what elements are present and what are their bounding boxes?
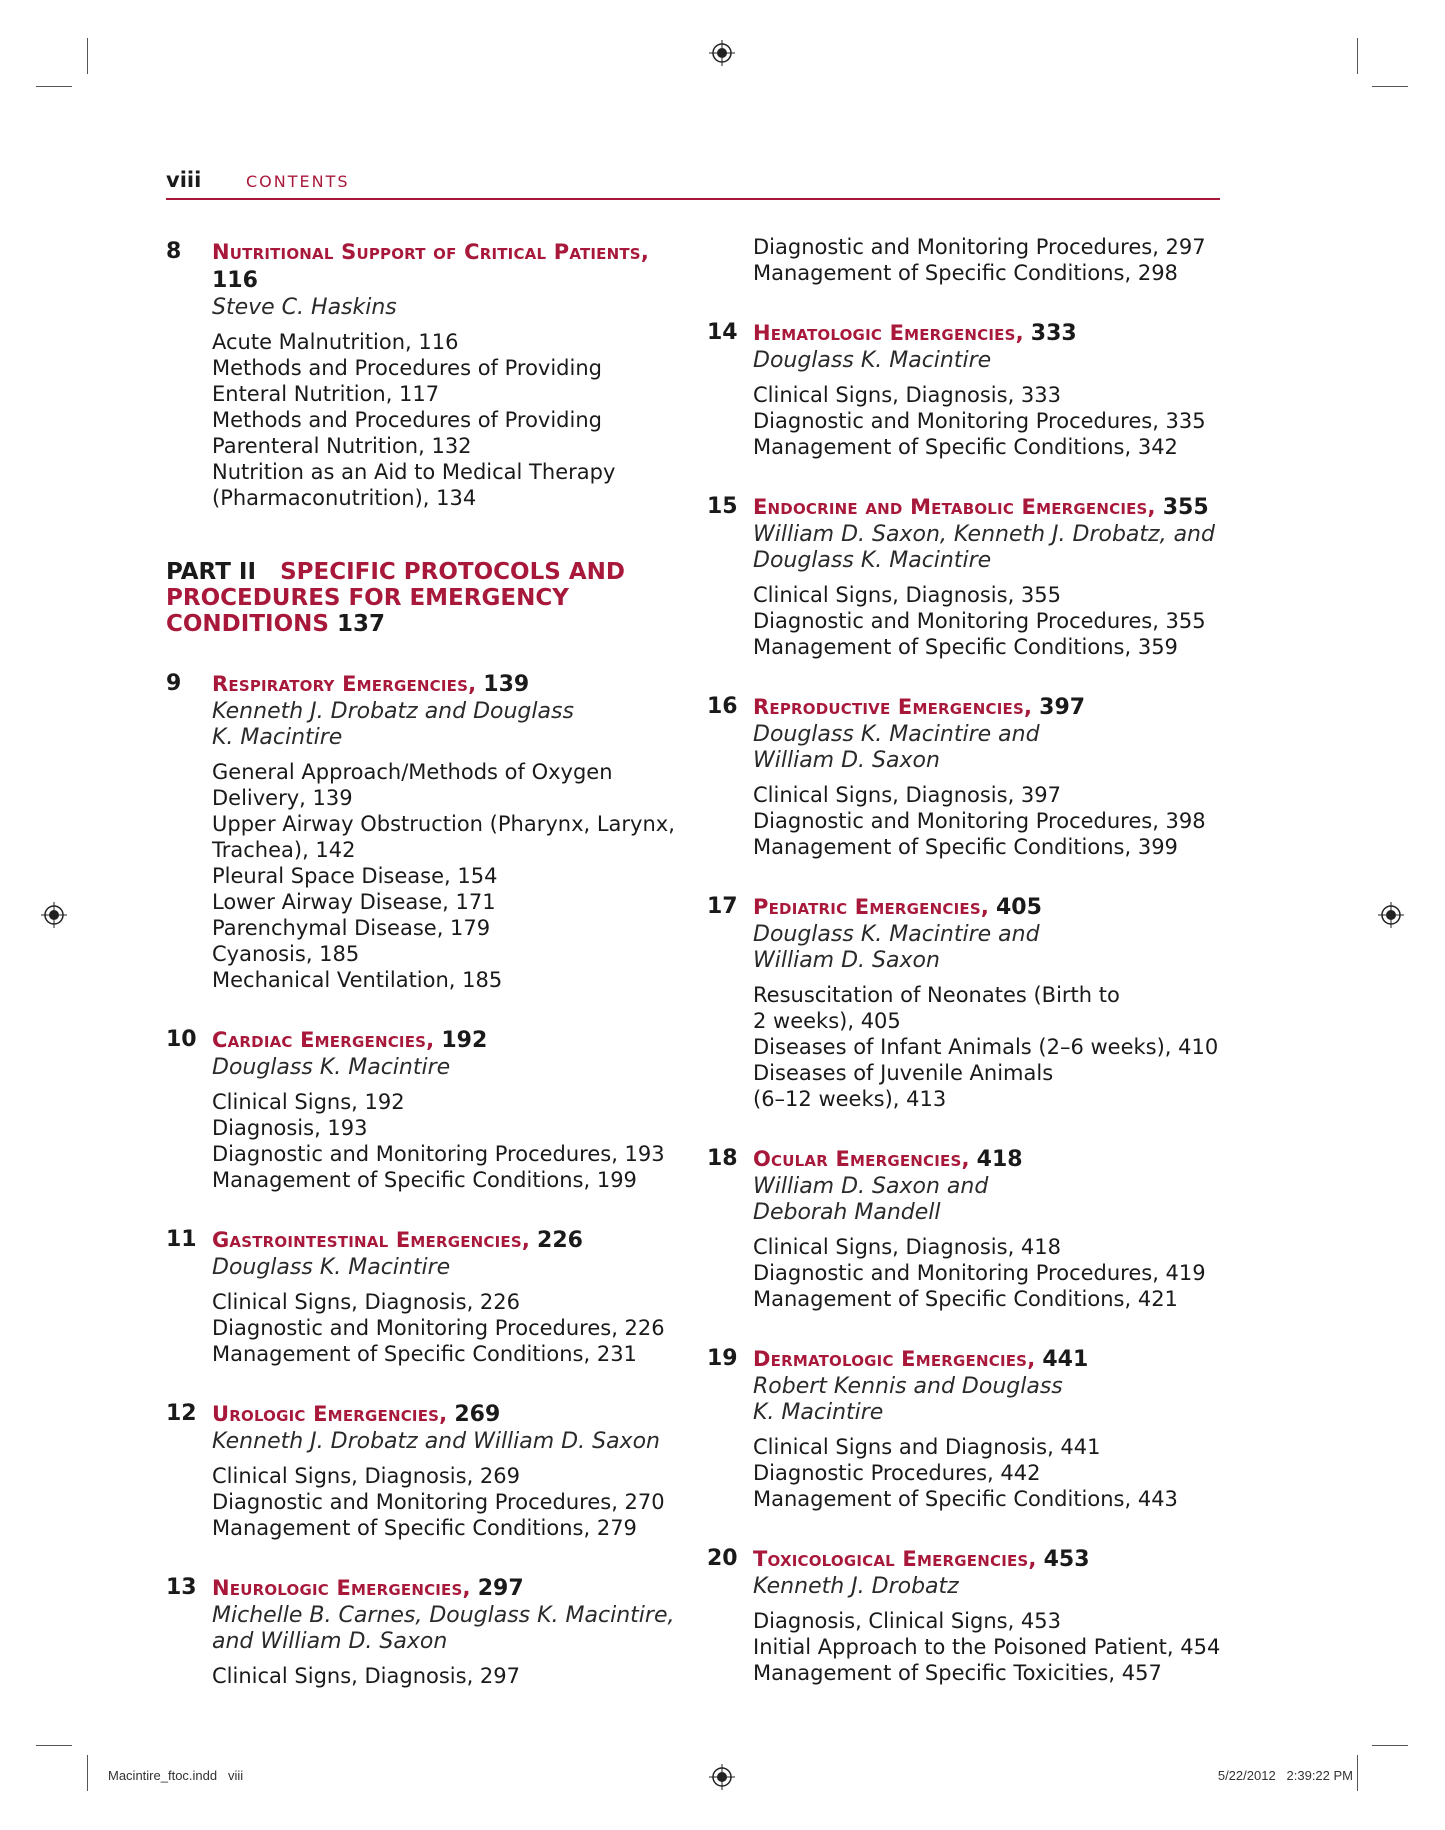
chapter-title-text: Cardiac Emergencies, (212, 1028, 435, 1052)
toc-entry: (Pharmaconutrition), 134 (212, 486, 477, 510)
toc-entry: Lower Airway Disease, 171 (212, 890, 496, 914)
author-line: Kenneth J. Drobatz (753, 1574, 959, 1599)
crop-mark (1372, 1745, 1408, 1746)
chapter-title-text: Ocular Emergencies, (753, 1147, 970, 1171)
toc-entry: Diagnostic Procedures, 442 (753, 1461, 1041, 1485)
chapter-entries (753, 234, 1237, 286)
toc-entry: Enteral Nutrition, 117 (212, 382, 440, 406)
toc-entry: Management of Specific Conditions, 399 (753, 835, 1178, 859)
toc-entry: Management of Specific Conditions, 443 (753, 1487, 1178, 1511)
chapter-entries (753, 1608, 1237, 1686)
toc-entry: Methods and Procedures of Providing (212, 356, 602, 380)
crop-mark (87, 38, 88, 74)
toc-chapter-19 (707, 1345, 1237, 1512)
toc-entry: 2 weeks), 405 (753, 1009, 901, 1033)
chapter-authors (753, 1574, 1237, 1600)
chapter-title-text: Neurologic Emergencies, (212, 1576, 471, 1600)
chapter-page: 226 (537, 1228, 583, 1253)
chapter-authors (753, 922, 1237, 974)
chapter-page: 297 (477, 1576, 524, 1601)
chapter-entries (753, 582, 1237, 660)
chapter-entries (212, 329, 696, 511)
author-line: Douglass K. Macintire (212, 1255, 451, 1280)
toc-entry: Diseases of Juvenile Animals (753, 1061, 1054, 1085)
chapter-authors (212, 295, 696, 321)
toc-entry: Management of Specific Conditions, 279 (212, 1516, 637, 1540)
registration-mark-icon (41, 902, 67, 928)
toc-entry: (6–12 weeks), 413 (753, 1087, 947, 1111)
chapter-entries (753, 382, 1237, 460)
toc-entry: Resuscitation of Neonates (Birth to (753, 983, 1120, 1007)
chapter-authors (212, 1429, 696, 1455)
chapter-page: 355 (1162, 495, 1209, 520)
chapter-title-text: Gastrointestinal Emergencies, (212, 1228, 531, 1252)
chapter-title (753, 893, 1237, 922)
chapter-title (212, 1226, 696, 1255)
chapter-number: 12 (166, 1401, 197, 1426)
toc-entry: Diagnosis, Clinical Signs, 453 (753, 1609, 1062, 1633)
toc-entry: Management of Specific Conditions, 231 (212, 1342, 637, 1366)
chapter-title (753, 493, 1237, 522)
chapter-number: 8 (166, 239, 182, 264)
chapter-number: 13 (166, 1575, 197, 1600)
chapter-number: 11 (166, 1227, 197, 1252)
author-line: Douglass K. Macintire (753, 348, 992, 373)
toc-entry: Diagnostic and Monitoring Procedures, 297 (753, 235, 1206, 259)
running-head: CONTENTS (246, 172, 350, 191)
toc-entry: Trachea), 142 (212, 838, 356, 862)
author-line: William D. Saxon (753, 748, 940, 773)
chapter-title (212, 238, 696, 295)
chapter-title (212, 1026, 696, 1055)
crop-mark (1357, 1755, 1358, 1791)
author-line: and William D. Saxon (212, 1629, 448, 1654)
chapter-authors (212, 1603, 696, 1655)
chapter-authors (753, 1374, 1237, 1426)
chapter-title-text: Respiratory Emergencies, (212, 672, 477, 696)
toc-entry: Diagnostic and Monitoring Procedures, 226 (212, 1316, 665, 1340)
toc-entry: Diagnostic and Monitoring Procedures, 270 (212, 1490, 665, 1514)
slug-filename: Macintire_ftoc.indd viii (108, 1768, 244, 1783)
chapter-title-text: Urologic Emergencies, (212, 1402, 448, 1426)
chapter-page: 333 (1030, 321, 1077, 346)
toc-entry: Clinical Signs, Diagnosis, 333 (753, 383, 1062, 407)
chapter-title (212, 1574, 696, 1603)
toc-chapter-17 (707, 893, 1237, 1112)
toc-chapter-14 (707, 319, 1237, 460)
toc-entry: Clinical Signs, Diagnosis, 418 (753, 1235, 1062, 1259)
part-page: 137 (336, 611, 385, 637)
author-line: Douglass K. Macintire and (753, 722, 1040, 747)
chapter-title-text: Reproductive Emergencies, (753, 695, 1033, 719)
toc-entry: Clinical Signs, Diagnosis, 297 (212, 1664, 521, 1688)
chapter-page: 269 (454, 1402, 501, 1427)
toc-chapter-12 (166, 1400, 696, 1541)
chapter-title (753, 1145, 1237, 1174)
registration-mark-icon (709, 40, 735, 66)
chapter-authors (753, 522, 1237, 574)
chapter-number: 15 (707, 494, 738, 519)
chapter-title-text: Hematologic Emergencies, (753, 321, 1024, 345)
chapter-number: 16 (707, 694, 738, 719)
chapter-authors (753, 1174, 1237, 1226)
chapter-authors (212, 699, 696, 751)
toc-entry: Diagnostic and Monitoring Procedures, 419 (753, 1261, 1206, 1285)
chapter-page: 397 (1039, 695, 1086, 720)
toc-entry: Diagnostic and Monitoring Procedures, 398 (753, 809, 1206, 833)
author-line: Kenneth J. Drobatz and Douglass (212, 699, 574, 724)
part-label: PART II (166, 559, 257, 585)
author-line: William D. Saxon, Kenneth J. Drobatz, and (753, 522, 1215, 547)
toc-entry: Upper Airway Obstruction (Pharynx, Larynx, (212, 812, 675, 836)
chapter-authors (212, 1255, 696, 1281)
chapter-authors (753, 348, 1237, 374)
chapter-entries (753, 982, 1237, 1112)
toc-chapter-13-continued (707, 234, 1237, 286)
toc-entry: Diagnosis, 193 (212, 1116, 368, 1140)
chapter-entries (753, 1434, 1237, 1512)
chapter-entries (753, 1234, 1237, 1312)
chapter-title-text: Endocrine and Metabolic Emergencies, (753, 495, 1156, 519)
chapter-page: 139 (483, 672, 530, 697)
author-line: Robert Kennis and Douglass (753, 1374, 1063, 1399)
slug-timestamp: 5/22/2012 2:39:22 PM (1217, 1768, 1353, 1783)
chapter-number: 19 (707, 1346, 738, 1371)
chapter-entries (212, 1089, 696, 1193)
chapter-title (753, 693, 1237, 722)
toc-entry: Diagnostic and Monitoring Procedures, 335 (753, 409, 1206, 433)
author-line: Steve C. Haskins (212, 295, 397, 320)
toc-chapter-9 (166, 670, 696, 993)
toc-entry: Clinical Signs, Diagnosis, 226 (212, 1290, 521, 1314)
author-line: Michelle B. Carnes, Douglass K. Macintire, (212, 1603, 675, 1628)
toc-entry: Methods and Procedures of Providing (212, 408, 602, 432)
toc-entry: Clinical Signs, Diagnosis, 355 (753, 583, 1062, 607)
toc-entry: Clinical Signs, Diagnosis, 397 (753, 783, 1062, 807)
author-line: Deborah Mandell (753, 1200, 941, 1225)
toc-chapter-18 (707, 1145, 1237, 1312)
chapter-number: 14 (707, 320, 738, 345)
toc-entry: Nutrition as an Aid to Medical Therapy (212, 460, 616, 484)
toc-entry: Cyanosis, 185 (212, 942, 360, 966)
toc-chapter-16 (707, 693, 1237, 860)
part-heading (166, 559, 696, 637)
chapter-page: 453 (1043, 1547, 1090, 1572)
chapter-page: 418 (976, 1147, 1023, 1172)
chapter-page: 405 (996, 895, 1042, 920)
toc-chapter-11 (166, 1226, 696, 1367)
toc-entry: Parenteral Nutrition, 132 (212, 434, 472, 458)
toc-entry: Mechanical Ventilation, 185 (212, 968, 503, 992)
toc-entry: Clinical Signs, Diagnosis, 269 (212, 1464, 521, 1488)
toc-chapter-8 (166, 238, 696, 511)
chapter-title (753, 1545, 1237, 1574)
author-line: Douglass K. Macintire and (753, 922, 1040, 947)
chapter-title (753, 1345, 1237, 1374)
chapter-authors (212, 1055, 696, 1081)
toc-entry: Initial Approach to the Poisoned Patient, 454 (753, 1635, 1221, 1659)
author-line: Douglass K. Macintire (753, 548, 992, 573)
toc-entry: Clinical Signs, 192 (212, 1090, 405, 1114)
registration-mark-icon (1378, 902, 1404, 928)
chapter-title-text: Pediatric Emergencies, (753, 895, 989, 919)
crop-mark (36, 1745, 72, 1746)
toc-chapter-15 (707, 493, 1237, 660)
part-title-line: CONDITIONS (166, 611, 329, 637)
chapter-page: 441 (1042, 1347, 1089, 1372)
toc-entry: Management of Specific Toxicities, 457 (753, 1661, 1162, 1685)
toc-entry: Clinical Signs and Diagnosis, 441 (753, 1435, 1101, 1459)
chapter-number: 17 (707, 894, 738, 919)
toc-chapter-13 (166, 1574, 696, 1689)
toc-entry: Diseases of Infant Animals (2–6 weeks), 410 (753, 1035, 1219, 1059)
toc-entry: Management of Specific Conditions, 342 (753, 435, 1178, 459)
part-title-line: PROCEDURES FOR EMERGENCY (166, 585, 569, 611)
chapter-title-text: Toxicological Emergencies, (753, 1547, 1037, 1571)
author-line: K. Macintire (753, 1400, 884, 1425)
crop-mark (1372, 86, 1408, 87)
chapter-authors (753, 722, 1237, 774)
chapter-entries (212, 1463, 696, 1541)
toc-entry: Diagnostic and Monitoring Procedures, 355 (753, 609, 1206, 633)
chapter-title-text: Nutritional Support of Critical Patients, (212, 240, 649, 264)
chapter-title (753, 319, 1237, 348)
toc-entry: Management of Specific Conditions, 421 (753, 1287, 1178, 1311)
toc-entry: Pleural Space Disease, 154 (212, 864, 498, 888)
toc-entry: Management of Specific Conditions, 359 (753, 635, 1178, 659)
toc-left-column (166, 238, 696, 1689)
toc-entry: Delivery, 139 (212, 786, 353, 810)
toc-entry: Management of Specific Conditions, 199 (212, 1168, 637, 1192)
chapter-entries (212, 1289, 696, 1367)
toc-entry: Parenchymal Disease, 179 (212, 916, 491, 940)
crop-mark (87, 1755, 88, 1791)
toc-entry: Diagnostic and Monitoring Procedures, 193 (212, 1142, 665, 1166)
chapter-title-text: Dermatologic Emergencies, (753, 1347, 1036, 1371)
author-line: K. Macintire (212, 725, 343, 750)
toc-entry: General Approach/Methods of Oxygen (212, 760, 613, 784)
page-folio: viii (166, 168, 202, 192)
chapter-page: 192 (441, 1028, 488, 1053)
toc-chapter-10 (166, 1026, 696, 1193)
author-line: William D. Saxon and (753, 1174, 989, 1199)
author-line: Douglass K. Macintire (212, 1055, 451, 1080)
toc-entry: Acute Malnutrition, 116 (212, 330, 459, 354)
toc-entry: Management of Specific Conditions, 298 (753, 261, 1178, 285)
chapter-number: 10 (166, 1027, 197, 1052)
chapter-number: 20 (707, 1546, 738, 1571)
crop-mark (36, 86, 72, 87)
chapter-title (212, 670, 696, 699)
chapter-number: 18 (707, 1146, 738, 1171)
toc-right-column (707, 235, 1237, 1686)
registration-mark-icon (709, 1764, 735, 1790)
chapter-entries (212, 1663, 696, 1689)
chapter-entries (212, 759, 696, 993)
page-header (166, 168, 1220, 200)
crop-mark (1357, 38, 1358, 74)
author-line: Kenneth J. Drobatz and William D. Saxon (212, 1429, 660, 1454)
chapter-title (212, 1400, 696, 1429)
chapter-page: 116 (212, 268, 258, 293)
author-line: William D. Saxon (753, 948, 940, 973)
part-title-line: SPECIFIC PROTOCOLS AND (280, 559, 625, 585)
toc-chapter-20 (707, 1545, 1237, 1686)
chapter-entries (753, 782, 1237, 860)
chapter-number: 9 (166, 671, 182, 696)
